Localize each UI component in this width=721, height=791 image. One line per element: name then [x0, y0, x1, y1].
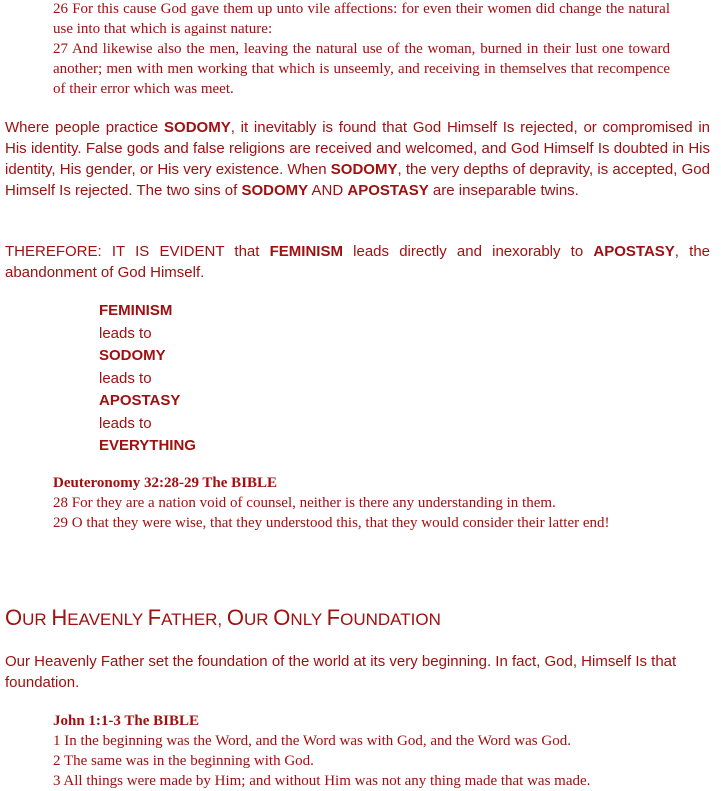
john-verse-3: 3 All things were made by Him; and without Him was not any thing made that was made. — [53, 773, 591, 789]
para1-text-5: are inseparable twins. — [428, 182, 579, 199]
verse-26: 26 For this cause God gave them up unto vile affections: for even their women did change the natural use into that which is against nature: — [53, 1, 670, 37]
step-apostasy: APOSTASY — [99, 392, 181, 409]
para1-bold-sodomy-2: SODOMY — [330, 161, 398, 178]
step-everything: EVERYTHING — [99, 437, 196, 454]
para1-text-1: Where people practice — [5, 119, 165, 136]
para1-text-3: , the very depths of depravity, is accepted, God Himself Is rejected. The two sins of — [5, 161, 710, 199]
leads-to-3: leads to — [99, 414, 152, 432]
para2-bold-feminism: FEMINISM — [269, 243, 343, 260]
john-verse-2: 2 The same was in the beginning with God. — [53, 753, 314, 769]
heading-w6-rest: OUNDATION — [340, 610, 441, 629]
step-sodomy: SODOMY — [99, 347, 166, 364]
heading-w4-first: O — [226, 605, 245, 630]
leads-to-1: leads to — [99, 324, 152, 342]
deuteronomy-verse-29: 29 O that they were wise, that they understood this, that they would consider their latter end! — [53, 515, 610, 531]
heading-w2-rest: EAVENLY — [67, 610, 148, 629]
deuteronomy-passage — [53, 473, 670, 533]
heading-w1-first: O — [5, 605, 23, 630]
sodomy-paragraph — [5, 117, 710, 201]
heading-w6-first: F — [326, 605, 341, 630]
para2-bold-apostasy: APOSTASY — [593, 243, 675, 260]
para2-text-3: , the abandonment of God Himself. — [5, 243, 711, 281]
john-verse-1: 1 In the beginning was the Word, and the Word was with God, and the Word was God. — [53, 733, 571, 749]
verse-27: 27 And likewise also the men, leaving the natural use of the woman, burned in their lust one toward another; men with men working that which is unseemly, and receiving in themselves that recompence of their error which was meet. — [53, 41, 670, 97]
para2-text-1: THEREFORE: IT IS EVIDENT that — [5, 243, 270, 260]
heading-w2-first: H — [51, 605, 68, 630]
heading-w5-rest: NLY — [290, 610, 327, 629]
section-heading — [5, 604, 441, 634]
romans-verses — [53, 0, 670, 99]
para2-text-2: leads directly and inexorably to — [342, 243, 594, 260]
john-passage — [53, 711, 670, 791]
step-feminism: FEMINISM — [99, 302, 173, 319]
progression-list — [99, 300, 299, 458]
heading-w3-first: F — [147, 605, 162, 630]
deuteronomy-reference: Deuteronomy 32:28-29 The BIBLE — [53, 475, 278, 491]
heading-w3-rest: ATHER, — [161, 610, 227, 629]
therefore-paragraph — [5, 241, 710, 283]
john-reference: John 1:1-3 The BIBLE — [53, 713, 200, 729]
para1-bold-sodomy-1: SODOMY — [164, 119, 231, 136]
para1-bold-sodomy-3: SODOMY — [241, 182, 309, 199]
foundation-paragraph: Our Heavenly Father set the foundation of the world at its very beginning. In fact, God, Himself Is that foundation. — [5, 653, 677, 691]
para1-text-4: AND — [308, 182, 348, 199]
para1-text-2: , it inevitably is found that God Himself Is rejected, or compromised in His identity. False gods and false religions are received and welcomed, and God Himself Is doubted in His identity, His gender, or His very existence. When — [5, 119, 711, 178]
para1-bold-apostasy: APOSTASY — [347, 182, 429, 199]
heading-w4-rest: UR — [244, 610, 274, 629]
heading-w1-rest: UR — [22, 610, 52, 629]
leads-to-2: leads to — [99, 369, 152, 387]
heading-w5-first: O — [273, 605, 291, 630]
deuteronomy-verse-28: 28 For they are a nation void of counsel, neither is there any understanding in them. — [53, 495, 556, 511]
